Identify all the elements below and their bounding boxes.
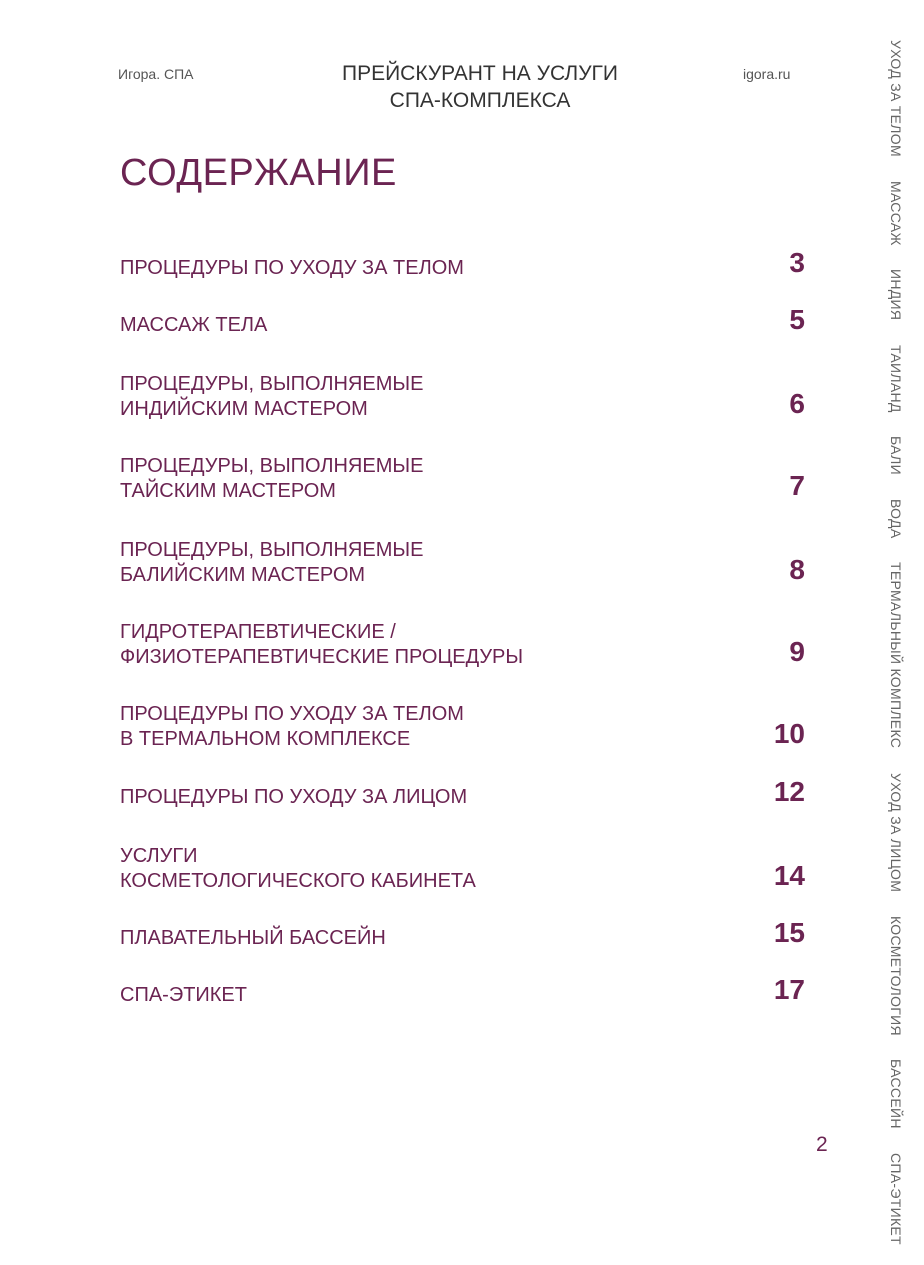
side-nav-item[interactable]: УХОД ЗА ТЕЛОМ <box>888 40 904 157</box>
toc-entry[interactable] <box>120 692 805 752</box>
header-title-line1: ПРЕЙСКУРАНТ НА УСЛУГИ <box>341 62 618 85</box>
side-nav-item[interactable]: УХОД ЗА ЛИЦОМ <box>888 772 904 892</box>
toc-entry-page: 3 <box>789 247 805 278</box>
side-nav <box>888 40 904 1265</box>
toc-entry[interactable] <box>120 750 805 810</box>
toc-entry-label: ПРОЦЕДУРЫ ПО УХОДУ ЗА ТЕЛОМ <box>120 257 464 279</box>
side-nav-item[interactable]: БАССЕЙН <box>888 1059 904 1130</box>
toc-entry[interactable] <box>120 444 805 504</box>
toc-entry-label: ПРОЦЕДУРЫ ПО УХОДУ ЗА ТЕЛОМ В ТЕРМАЛЬНОМ КОМПЛЕКСЕ <box>120 703 464 750</box>
header-website[interactable]: igora.ru <box>743 66 791 82</box>
toc-entry[interactable] <box>120 834 805 894</box>
toc-entry-page: 14 <box>773 860 805 891</box>
toc-entry[interactable] <box>120 610 805 670</box>
side-nav-item[interactable]: ВОДА <box>888 499 904 539</box>
toc-title: СОДЕРЖАНИЕ <box>120 152 397 194</box>
header-title-line2: СПА-КОМПЛЕКСА <box>389 89 571 112</box>
toc-entry-label: ПРОЦЕДУРЫ, ВЫПОЛНЯЕМЫЕ БАЛИЙСКИМ МАСТЕРОМ <box>120 539 424 586</box>
toc-entry[interactable] <box>120 528 805 588</box>
toc-entry-page: 5 <box>789 304 805 335</box>
side-nav-item[interactable]: СПА-ЭТИКЕТ <box>888 1153 904 1245</box>
header-brand: Игора. СПА <box>118 66 194 82</box>
side-nav-item[interactable]: ТАИЛАНД <box>888 344 904 413</box>
side-nav-item[interactable]: БАЛИ <box>888 436 904 476</box>
toc-entry-label: ПРОЦЕДУРЫ ПО УХОДУ ЗА ЛИЦОМ <box>120 786 468 808</box>
side-nav-item[interactable]: ИНДИЯ <box>888 269 904 321</box>
side-nav-item[interactable]: КОСМЕТОЛОГИЯ <box>888 915 904 1036</box>
toc-entry-label: ГИДРОТЕРАПЕВТИЧЕСКИЕ / ФИЗИОТЕРАПЕВТИЧЕСКИЕ ПРОЦЕДУРЫ <box>120 621 524 668</box>
toc-entry-label: ПРОЦЕДУРЫ, ВЫПОЛНЯЕМЫЕ ТАЙСКИМ МАСТЕРОМ <box>120 455 424 502</box>
page-number: 2 <box>816 1133 828 1156</box>
toc-entry[interactable] <box>120 891 805 951</box>
toc-entry-label: УСЛУГИ КОСМЕТОЛОГИЧЕСКОГО КАБИНЕТА <box>120 845 476 892</box>
toc-entry-label: ПЛАВАТЕЛЬНЫЙ БАССЕЙН <box>120 927 386 949</box>
toc-entry-label: МАССАЖ ТЕЛА <box>120 314 268 336</box>
toc-entry[interactable] <box>120 221 805 281</box>
toc-entry-page: 17 <box>773 974 805 1005</box>
toc-entry[interactable] <box>120 362 805 422</box>
toc-entry-page: 7 <box>789 470 805 501</box>
toc-entry[interactable] <box>120 948 805 1008</box>
header-title <box>300 60 660 114</box>
toc-entry[interactable] <box>120 278 805 338</box>
toc-entry-page: 8 <box>789 554 805 585</box>
side-nav-item[interactable]: ТЕРМАЛЬНЫЙ КОМПЛЕКС <box>888 562 904 749</box>
toc-entry-page: 12 <box>773 776 805 807</box>
side-nav-item[interactable]: МАССАЖ <box>888 180 904 246</box>
toc-entry-page: 9 <box>789 636 805 667</box>
toc-entry-page: 10 <box>773 718 805 749</box>
toc-entry-page: 15 <box>773 917 805 948</box>
toc-entry-label: ПРОЦЕДУРЫ, ВЫПОЛНЯЕМЫЕ ИНДИЙСКИМ МАСТЕРОМ <box>120 373 424 420</box>
toc-entry-label: СПА-ЭТИКЕТ <box>120 984 247 1006</box>
toc-entry-page: 6 <box>789 388 805 419</box>
